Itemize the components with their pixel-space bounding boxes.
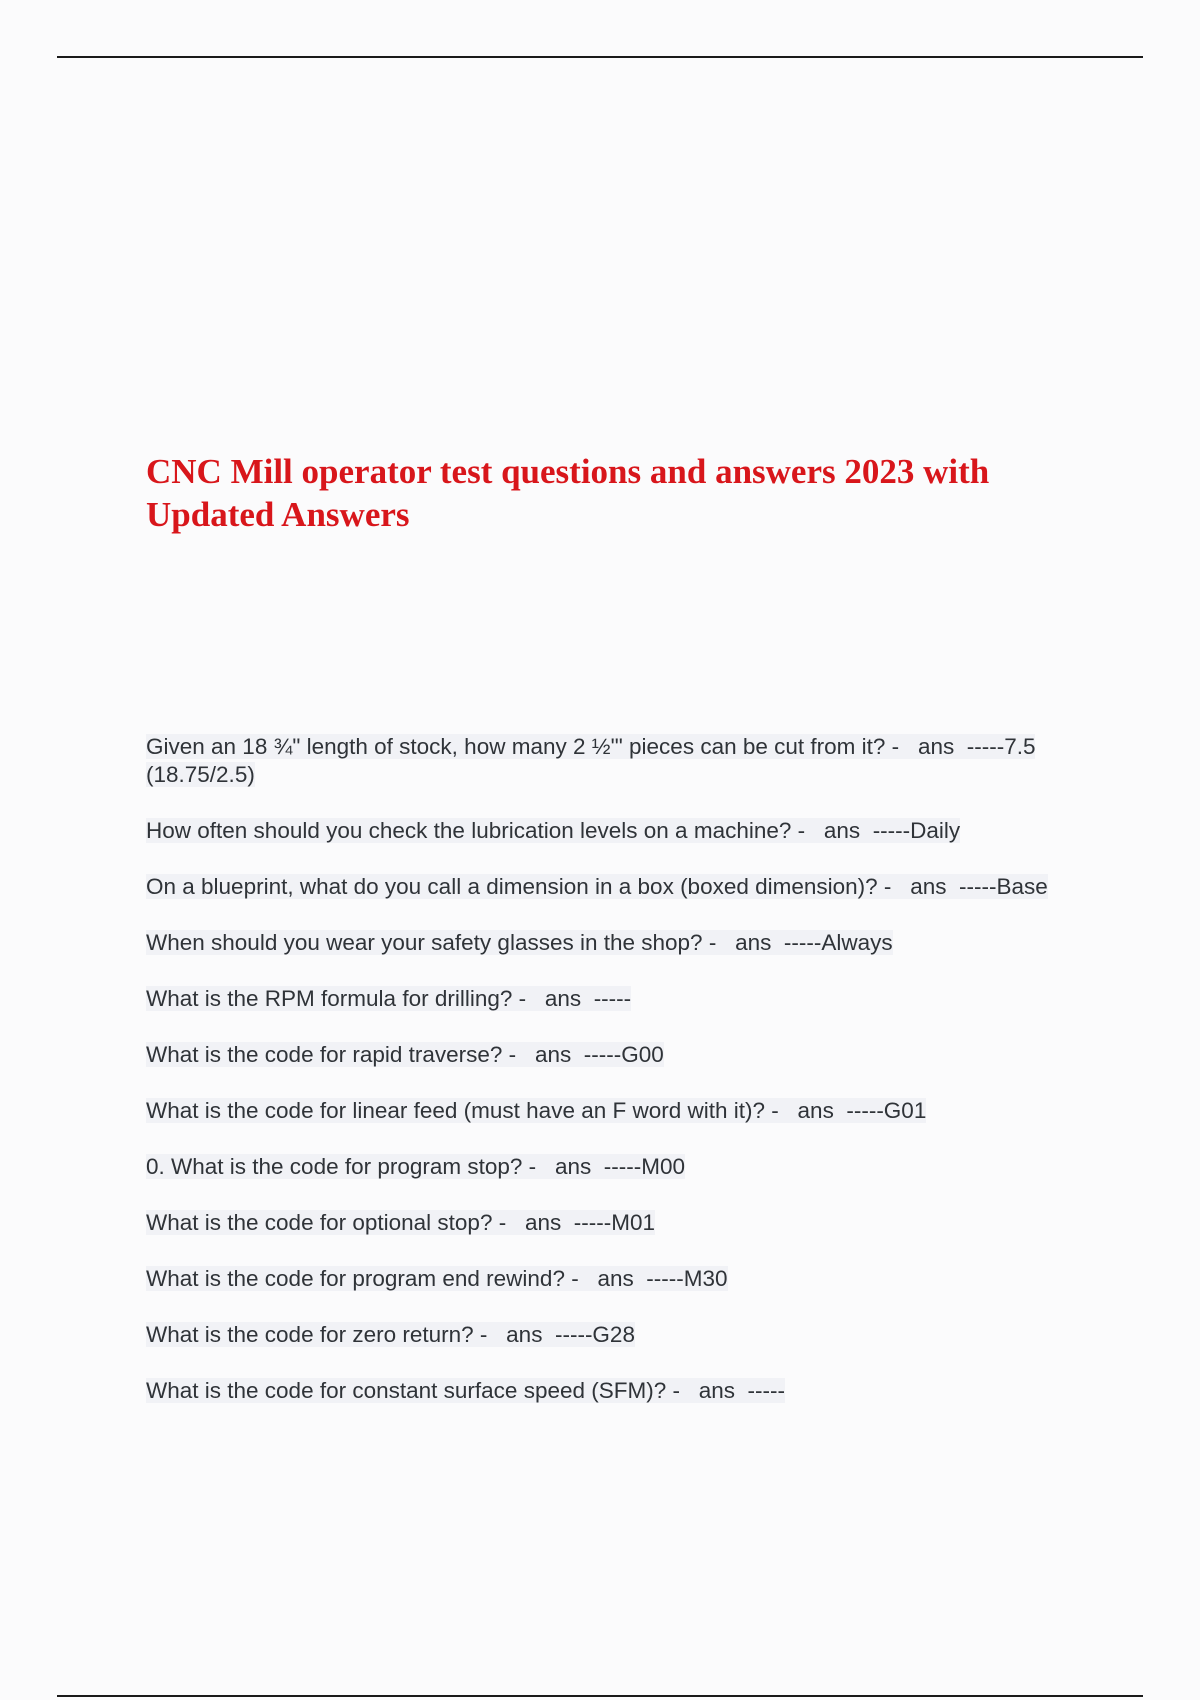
answer-prefix: ans xyxy=(698,1378,736,1403)
qa-item xyxy=(146,817,1076,845)
qa-item xyxy=(146,1265,1076,1293)
question-text: What is the code for constant surface speed (SFM)? - xyxy=(146,1378,680,1403)
answer-text: -----G01 xyxy=(846,1098,927,1123)
answer-text: -----G28 xyxy=(554,1322,635,1347)
answer-prefix: ans xyxy=(597,1266,634,1291)
answer-prefix: ans xyxy=(544,986,582,1011)
answer-text: -----Always xyxy=(783,930,893,955)
bottom-rule xyxy=(57,1695,1143,1697)
qa-list xyxy=(146,733,1076,1433)
answer-prefix: ans xyxy=(534,1042,572,1067)
qa-item xyxy=(146,1321,1076,1349)
question-text: What is the code for rapid traverse? - xyxy=(146,1042,517,1067)
question-text: What is the code for optional stop? - xyxy=(146,1210,507,1235)
question-text: On a blueprint, what do you call a dimension in a box (boxed dimension)? - xyxy=(146,874,892,899)
answer-prefix: ans xyxy=(554,1154,592,1179)
answer-prefix: ans xyxy=(735,930,772,955)
question-text: What is the code for linear feed (must have an F word with it)? - xyxy=(146,1098,779,1123)
answer-text: -----M01 xyxy=(573,1210,655,1235)
top-rule xyxy=(57,56,1143,58)
question-text: How often should you check the lubrication levels on a machine? - xyxy=(146,818,806,843)
question-text: What is the RPM formula for drilling? - xyxy=(146,986,527,1011)
document-title: CNC Mill operator test questions and answers 2023 with Updated Answers xyxy=(146,452,990,534)
answer-text: -----7.5 (18.75/2.5) xyxy=(146,734,1036,787)
answer-text: ----- xyxy=(747,1378,786,1403)
question-text: When should you wear your safety glasses in the shop? - xyxy=(146,930,717,955)
answer-prefix: ans xyxy=(823,818,861,843)
answer-text: ----- xyxy=(593,986,632,1011)
answer-prefix: ans xyxy=(797,1098,834,1123)
answer-text: -----M30 xyxy=(646,1266,728,1291)
answer-text: -----G00 xyxy=(583,1042,664,1067)
qa-item xyxy=(146,985,1076,1013)
answer-prefix: ans xyxy=(506,1322,543,1347)
question-text: Given an 18 ¾" length of stock, how many 2 ½'" pieces can be cut from it? - xyxy=(146,734,900,759)
answer-text: -----M00 xyxy=(603,1154,685,1179)
qa-item xyxy=(146,1377,1076,1405)
qa-item xyxy=(146,929,1076,957)
qa-item xyxy=(146,1097,1076,1125)
answer-prefix: ans xyxy=(910,874,947,899)
answer-text: -----Base xyxy=(959,874,1048,899)
answer-prefix: ans xyxy=(917,734,955,759)
question-text: What is the code for program end rewind? - xyxy=(146,1266,579,1291)
qa-item xyxy=(146,733,1076,789)
qa-item xyxy=(146,1041,1076,1069)
answer-prefix: ans xyxy=(524,1210,562,1235)
question-text: 0. What is the code for program stop? - xyxy=(146,1154,537,1179)
question-text: What is the code for zero return? - xyxy=(146,1322,488,1347)
qa-item xyxy=(146,873,1076,901)
qa-item xyxy=(146,1153,1076,1181)
qa-item xyxy=(146,1209,1076,1237)
answer-text: -----Daily xyxy=(872,818,961,843)
